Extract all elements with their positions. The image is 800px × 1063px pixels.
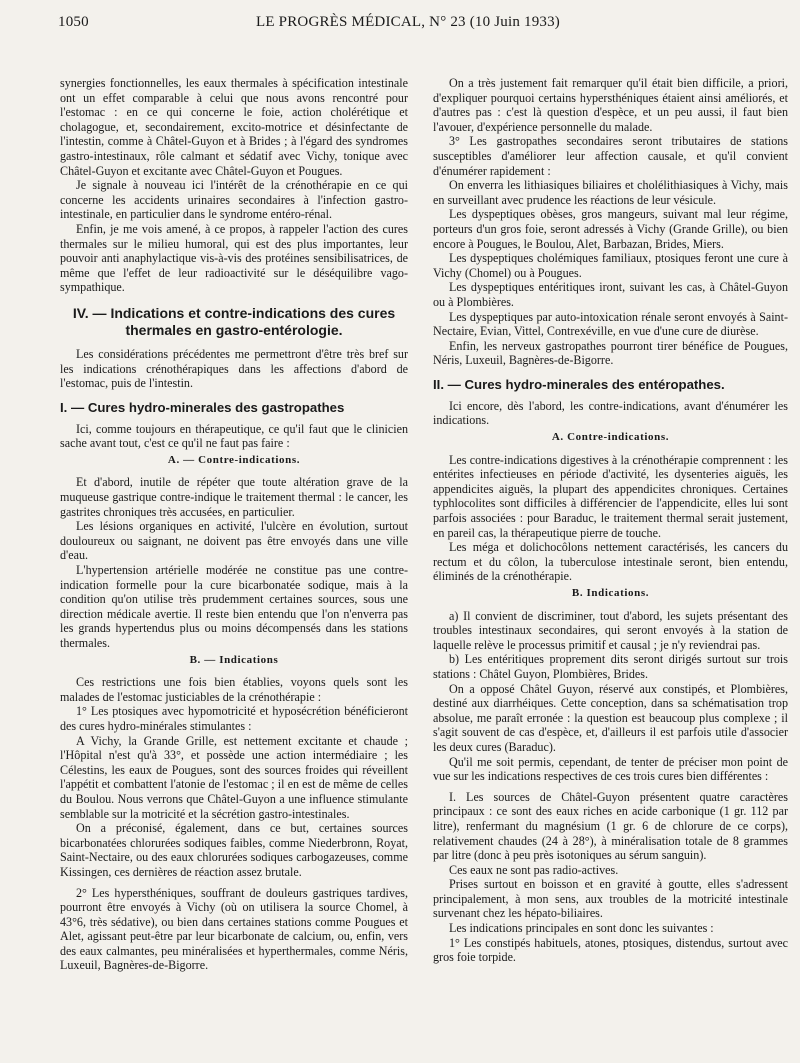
paragraph: Et d'abord, inutile de répéter que toute altération grave de la muqueuse gastrique contre-indique le traitement thermal : le cancer, les gastrites chroniques très accusées, en particulier. [60,475,408,519]
paragraph: Ces restrictions une fois bien établies, voyons quels sont les malades de l'estomac justiciables de la crénothérapie : [60,675,408,704]
paragraph: Ces eaux ne sont pas radio-actives. [449,862,619,877]
subsection-heading-ii: II. — Cures hydro-minerales des entéropathes. [433,376,725,392]
page-header [58,14,758,38]
paragraph: Enfin, je me vois amené, à ce propos, à rappeler l'action des cures thermales sur le milieu humoral, qui est des plus importantes, leur pouvoir anti anaphylactique vis-à-vis des protéines sensibilisatrices, de même que l'effet de leur radioactivité sur le déséquilibre vago-sympathique. [60,221,408,295]
paragraph: Qu'il me soit permis, cependant, de tenter de préciser mon point de vue sur les indications respectives de ces trois cures bien différentes : [433,754,788,784]
subheading-contre-indications: A. Contre-indications. [551,431,670,444]
paragraph: Les dyspeptiques par auto-intoxication rénale seront envoyés à Saint-Nectaire, Evian, Vittel, Contrexéville, en vue d'une cure de diurèse. [433,309,788,339]
paragraph: Prises surtout en boisson et en gravité à goutte, elles s'adressent principalement, à mon sens, aux troubles de la motricité intestinale survenant chez les hépato-biliaires. [433,877,788,921]
subheading-indications: B. — Indications [189,653,279,666]
paragraph: Les lésions organiques en activité, l'ulcère en évolution, surtout douloureux ou saignant, ne doivent pas être envoyés dans une ville d'eau. [60,519,408,563]
paragraph: On a préconisé, également, dans ce but, certaines sources bicarbonatées chlorurées sodiques faibles, comme Niederbronn, Royat, Saint-Nectaire, ou des eaux chlorurées sodiques carbogazeuses, comme Kissingen, ces dernières de réaction assez brutale. [60,821,408,879]
paragraph: On enverra les lithiasiques biliaires et cholélithiasiques à Vichy, mais en surveillant avec prudence les réactions de leur vésicule. [433,178,788,207]
paragraph: L'hypertension artérielle modérée ne constitue pas une contre-indication formelle pour la cure bicarbonatée sodique, mais à la condition qu'on utilise très prudemment certaines sources, sous une direction médicale avertie. Il reste bien entendu que l'on n'enverra pas les grands hypertendus plus ou moins décompensés dans les stations thermales. [60,563,408,650]
paragraph: Les dyspeptiques cholémiques familiaux, ptosiques feront une cure à Vichy (Chomel) ou à Pougues. [433,251,788,280]
journal-title: LE PROGRÈS MÉDICAL, N° 23 (10 Juin 1933) [255,14,560,30]
paragraph: synergies fonctionnelles, les eaux thermales à spécification intestinale ont un effet comparable à celui que nous avons rencontré pour l'estomac : en ce qui concerne le foie, action cholérétique et cholagogue, et, secondairement, excito-motrice et désinfectante de l'intestin, comme à Châtel-Guyon et à Brides ; à l'égard des syndromes gastro-intestinaux, rôle calmant et sédatif avec Vichy, tonique avec Châtel-Guyon et excitante avec Châtel-Guyon et Pougues. [60,76,408,178]
paragraph: A Vichy, la Grande Grille, est nettement excitante et chaude ; l'Hôpital n'est qu'à 33°, et possède une action intermédiaire ; les Célestins, les eaux de Pougues, sont des sources froides qui réveillent l'appétit et combattent l'atonie de l'estomac ; il en est de même de celles du Boulou. Nous verrons que Châtel-Guyon a une influence stimulante semblable sur la motricité et la sécrétion gastro-intestinales. [60,733,408,821]
paragraph: Les indications principales en sont donc les suivantes : [449,921,714,936]
subheading-contre-indications: A. — Contre-indications. [167,453,301,466]
paragraph: Je signale à nouveau ici l'intérêt de la crénothérapie en ce qui concerne les accidents urinaires secondaires à l'infection gastro-intestinale, en particulier dans le syndrome entéro-rénal. [60,178,408,222]
paragraph: Ici encore, dès l'abord, les contre-indications, avant d'énumérer les indications. [433,398,788,428]
subheading-indications: B. Indications. [571,587,650,599]
paragraph: a) Il convient de discriminer, tout d'abord, les sujets présentant des troubles intestinaux secondaires, qui seront envoyés à la station de laquelle relève le processus primitif et causal ; je n'y reviendrai pas. [433,608,788,652]
paragraph: On a opposé Châtel Guyon, réservé aux constipés, et Plombières, destiné aux diarrhéiques. Cette conception, dans sa schématisation trop absolue, me paraît erronée : la question est beaucoup plus complexe ; il s'agit souvent de cas d'espèce, et, d'ailleurs il est parfois utile d'associer les deux cures (Baraduc). [433,681,788,754]
paragraph: 1° Les constipés habituels, atones, ptosiques, distendus, surtout avec gros foie torpide. [433,935,788,965]
paragraph: Les dyspeptiques entéritiques iront, suivant les cas, à Châtel-Guyon ou à Plombières. [433,280,788,309]
subsection-heading-i: I. — Cures hydro-minerales des gastropathes [60,399,345,415]
paragraph: Ici, comme toujours en thérapeutique, ce qu'il faut que le clinicien sache avant tout, c'est ce qu'il ne faut pas faire : [60,421,408,451]
paragraph: Les dyspeptiques obèses, gros mangeurs, suivant mal leur régime, porteurs d'un gros foie, seront adressés à Vichy (Grande Grille), ou bien encore à Pougues, le Boulou, Alet, Barbazan, Brides, Miers. [433,207,788,251]
right-column [433,76,788,965]
paragraph: On a très justement fait remarquer qu'il était bien difficile, a priori, d'expliquer pourquoi certains hypersthéniques étaient ainsi améliorés, et d'autres pas : c'est là question d'espèce, et un peu aussi, il faut bien l'avouer, d'expérience personnelle du malade. [433,76,788,134]
section-heading-iv: IV. — Indications et contre-indications des cures thermales en gastro-entérologie. [72,304,396,338]
page-number: 1050 [58,14,89,30]
paragraph: 3° Les gastropathes secondaires seront tributaires de stations susceptibles d'améliorer leur affection causale, et qu'il convient d'énumérer rapidement : [433,134,788,178]
paragraph: 1° Les ptosiques avec hypomotricité et hyposécrétion bénéficieront des cures hydro-minérales stimulantes : [60,704,408,733]
paragraph: Enfin, les nerveux gastropathes pourront tirer bénéfice de Pougues, Néris, Luxeuil, Bagnères-de-Bigorre. [433,338,788,368]
paragraph: Les considérations précédentes me permettront d'être très bref sur les indications crénothérapiques dans les affections d'abord de l'estomac, puis de l'intestin. [60,346,408,391]
paragraph: Les méga et dolichocôlons nettement caractérisés, les cancers du rectum et du côlon, la tuberculose intestinale seront, bien entendu, éliminés de la crénothérapie. [433,540,788,584]
paragraph: I. Les sources de Châtel-Guyon présentent quatre caractères principaux : ce sont des eaux riches en acide carbonique (1 gr. 112 par litre), renfermant du magnésium (1 gr. 6 de chlorure de ce corps), relativement chaudes (24 à 28°), à minéralisation totale de 8 grammes par litre (donc à peu près isotoniques au sérum sanguin). [433,789,788,863]
left-column [60,76,408,973]
paragraph: b) Les entéritiques proprement dits seront dirigés surtout sur trois stations : Châtel Guyon, Plombières, Brides. [433,652,788,681]
paragraph: Les contre-indications digestives à la crénothérapie comprennent : les entérites infectieuses en période d'activité, les dysenteries aiguës, les appendicites aiguës, la plupart des appendicites chroniques. Certaines typhlocolites sont difficiles à différencier de l'appendicite, elles lui sont parfois associées : pour Baraduc, le traitement thermal serait justement, en pareil cas, la thérapeutique pierre de touche. [433,452,788,540]
paragraph: 2° Les hypersthéniques, souffrant de douleurs gastriques tardives, pourront être envoyés à Vichy (où on utilisera la source Chomel, à 43°6, très sédative), ou bien dans certaines stations comme Pougues et Alet, agissant peut-être par leur bicarbonate de calcium, ou, enfin, vers des eaux calmantes, peu minéralisées et hyperthermales, comme Néris, Luxeuil, Bagnères-de-Bigorre. [60,885,408,973]
